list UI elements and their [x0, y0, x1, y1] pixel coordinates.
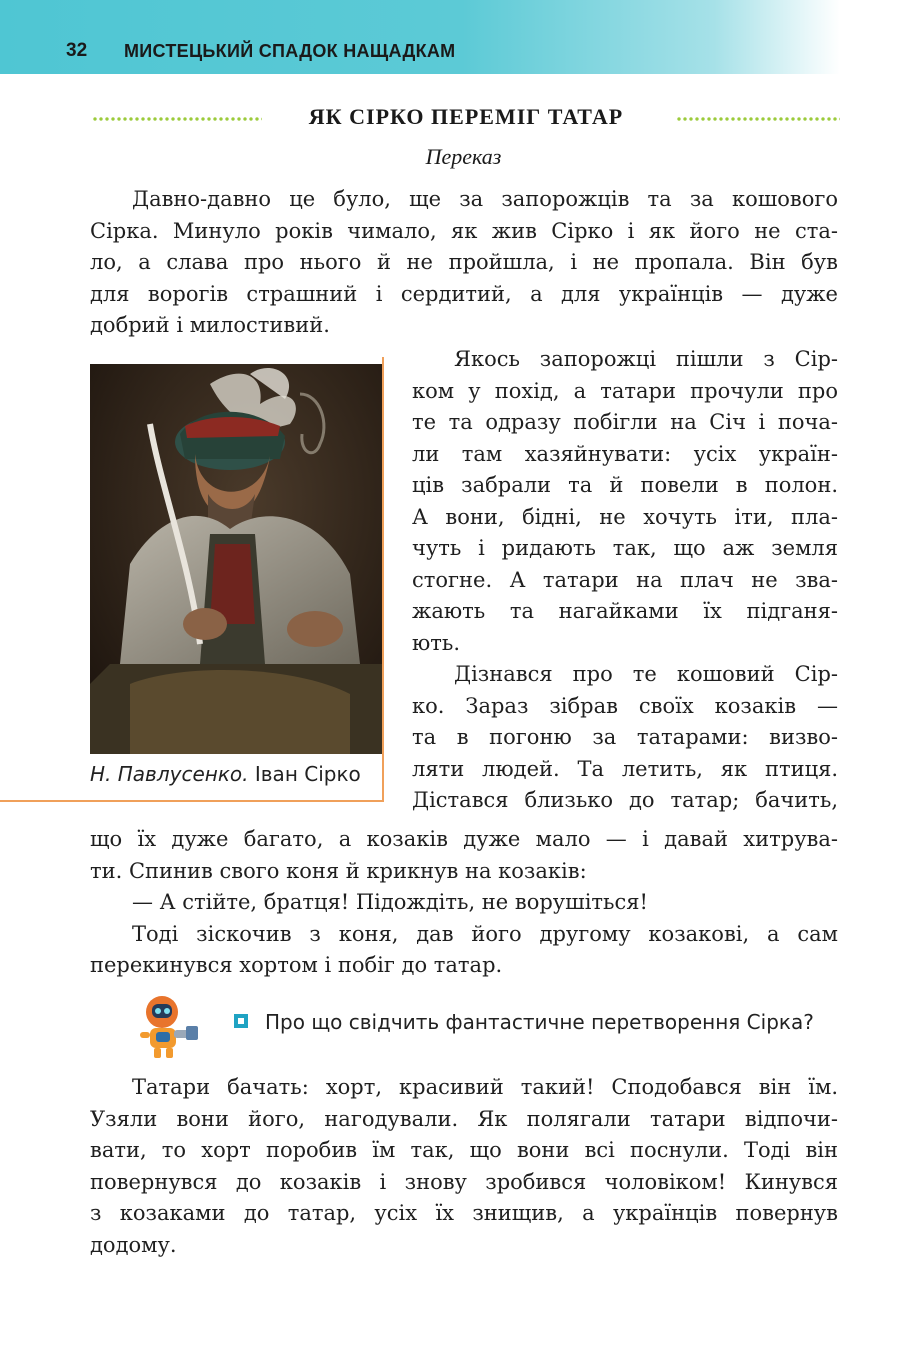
text-line: жають та нагайками їх підганя-	[412, 599, 838, 623]
text-line: ти. Спинив свого коня й крикнув на козаків:	[90, 858, 587, 883]
question-text: Про що свідчить фантастичне перетворення Сірка?	[265, 1010, 814, 1034]
text-line: ють.	[412, 630, 461, 655]
story-subtitle: Переказ	[425, 144, 502, 169]
text-line: ців забрали та й повели в полон.	[412, 473, 838, 497]
story-title: ЯК СІРКО ПЕРЕМІГ ТАТАР	[308, 104, 624, 129]
page-number: 32	[66, 40, 88, 61]
portrait-painting	[90, 364, 382, 754]
text-line: перекинувся хортом і побіг до татар.	[90, 953, 503, 977]
text-line: що їх дуже багато, а козаків дуже мало — і давай хитрува-	[90, 827, 838, 851]
text-line: добрий і милостивий.	[90, 313, 330, 337]
text-line: ком у похід, а татари прочули про	[412, 378, 838, 403]
paragraph-continuation	[90, 824, 838, 982]
caption-author: Н. Павлусенко.	[90, 762, 249, 786]
header-bar	[0, 0, 840, 74]
text-line: А вони, бідні, не хочуть іти, пла-	[412, 504, 838, 529]
text-line: додому.	[90, 1232, 177, 1257]
text-line: та в погоню за татарами: визво-	[412, 725, 838, 749]
text-line: для ворогів страшний і сердитий, а для українців — дуже	[90, 281, 838, 306]
dialogue-line: — А стійте, братця! Підождіть, не ворушіться!	[132, 890, 648, 914]
title-divider-left	[92, 117, 262, 121]
figure-caption	[90, 762, 361, 786]
text-line: Якось запорожці пішли з Сір-	[454, 347, 838, 371]
text-line: ли там хазяйнувати: усіх україн-	[412, 441, 838, 466]
text-line: ло, а слава про нього й не пройшла, і не пропала. Він був	[90, 250, 838, 274]
text-line: Тоді зіскочив з коня, дав його другому козакові, а сам	[132, 921, 838, 946]
text-line: Татари бачать: хорт, красивий такий! Сподобався він їм.	[132, 1075, 838, 1099]
text-line: стогне. А татари на плач не зва-	[412, 567, 838, 592]
text-line: Узяли вони його, нагодували. Як полягали татари відпочи-	[90, 1106, 838, 1131]
text-line: Давно-давно це було, ще за запорожців та за кошового	[132, 187, 838, 211]
robot-mascot-icon	[130, 990, 210, 1062]
text-line: повернувся до козаків і знову зробився чоловіком! Кинувся	[90, 1169, 838, 1194]
text-line: те та одразу побігли на Січ і поча-	[412, 410, 838, 434]
section-title: МИСТЕЦЬКИЙ СПАДОК НАЩАДКАМ	[124, 41, 456, 61]
text-line: Дістався близько до татар; бачить,	[412, 788, 838, 812]
text-line: ляти людей. Та летить, як птиця.	[412, 756, 838, 781]
paragraph-final	[90, 1072, 838, 1261]
text-line: вати, то хорт поробив їм так, що вони всі поснули. Тоді він	[90, 1138, 838, 1162]
text-line: чуть і ридають так, що аж земля	[412, 536, 838, 560]
text-line: Сірка. Минуло років чимало, як жив Сірко і як його не ста-	[90, 218, 838, 243]
text-line: з козаками до татар, усіх їх знищив, а українців повернув	[90, 1201, 838, 1225]
paragraph-column	[412, 344, 838, 817]
title-divider-right	[676, 117, 840, 121]
caption-title: Іван Сірко	[254, 762, 361, 786]
text-line: ко. Зараз зібрав своїх козаків —	[412, 693, 838, 718]
paragraph-intro	[90, 184, 838, 342]
text-line: Дізнався про те кошовий Сір-	[454, 662, 838, 686]
question-bullet-icon	[234, 1014, 248, 1028]
